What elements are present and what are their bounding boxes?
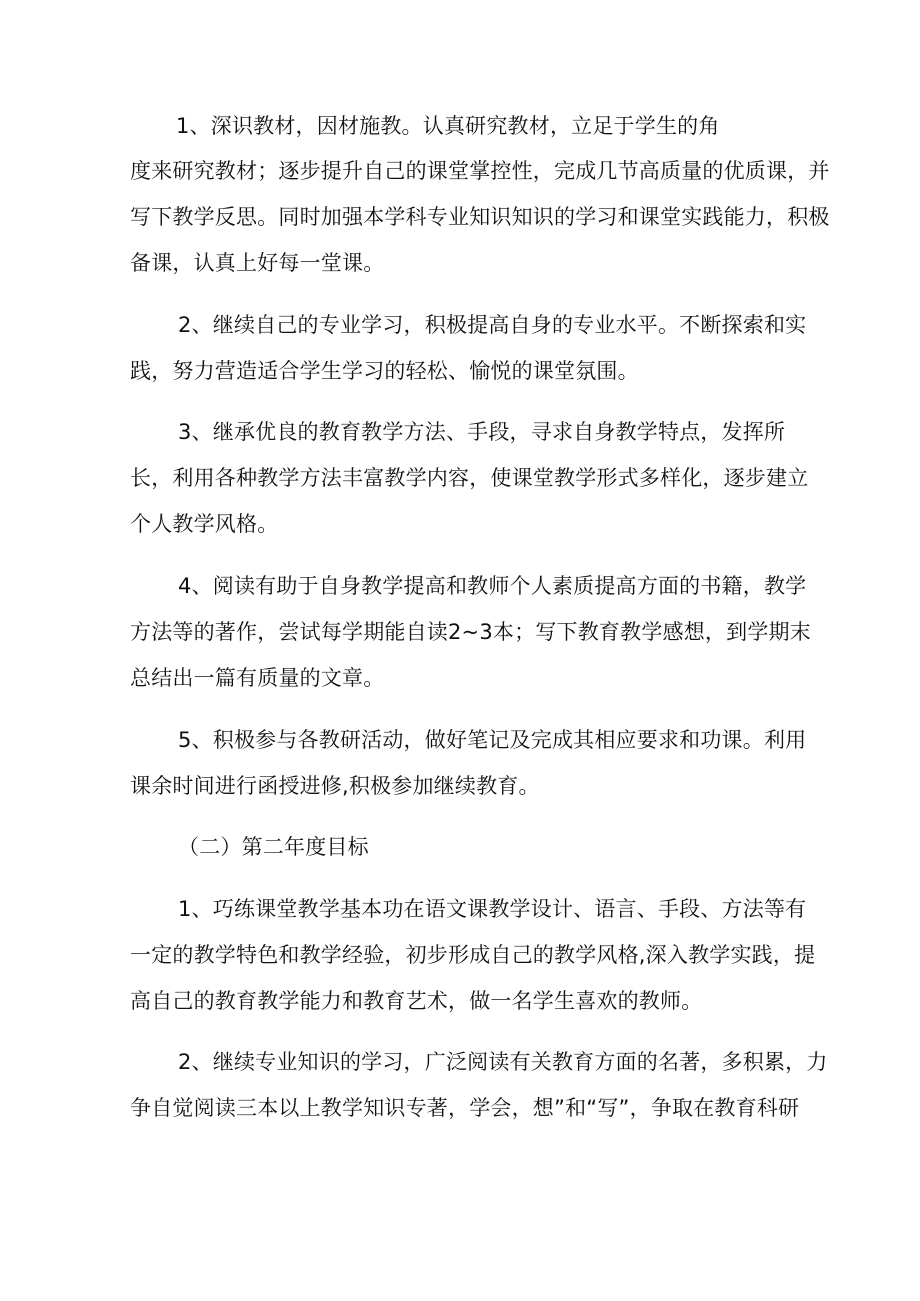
paragraph-4-line-2: 方法等的著作，尝试每学期能自读2~3本；写下教育教学感想，到学期末 [130, 620, 811, 644]
paragraph-6-line-1: 1、巧练课堂教学基本功在语文课教学设计、语言、手段、方法等有 [178, 897, 807, 921]
paragraph-6-line-3: 高自己的教育教学能力和教育艺术，做一名学生喜欢的教师。 [130, 989, 703, 1013]
paragraph-4-line-3: 总结出一篇有质量的文章。 [130, 666, 385, 690]
paragraph-1-line-1: 1、深识教材，因材施教。认真研究教材，立足于学生的角 [176, 114, 720, 138]
paragraph-5-line-1: 5、积极参与各教研活动，做好笔记及完成其相应要求和功课。利用 [178, 728, 807, 752]
paragraph-6-line-2: 一定的教学特色和教学经验，初步形成自己的教学风格,深入教学实践，提 [130, 943, 816, 967]
paragraph-3-line-3: 个人教学风格。 [130, 512, 279, 536]
paragraph-2-line-2: 践，努力营造适合学生学习的轻松、愉悦的课堂氛围。 [130, 359, 639, 383]
paragraph-5-line-2: 课余时间进行函授进修,积极参加继续教育。 [130, 774, 540, 798]
paragraph-7-line-2: 争自觉阅读三本以上教学知识专著，学会，想”和“写”，争取在教育科研 [130, 1096, 800, 1120]
paragraph-4-line-1: 4、阅读有助于自身教学提高和教师个人素质提高方面的书籍，教学 [178, 574, 807, 598]
paragraph-1-line-3: 写下教学反思。同时加强本学科专业知识知识的学习和课堂实践能力，积极 [130, 205, 830, 229]
paragraph-3-line-2: 长，利用各种教学方法丰富教学内容，使课堂教学形式多样化，逐步建立 [130, 466, 809, 490]
section-heading-second-year-goals: （二）第二年度目标 [178, 835, 369, 859]
paragraph-7-line-1: 2、继续专业知识的学习，广泛阅读有关教育方面的名著，多积累，力 [178, 1050, 828, 1074]
paragraph-3-line-1: 3、继承优良的教育教学方法、手段，寻求自身教学特点，发挥所 [178, 420, 786, 444]
paragraph-1-line-2: 度来研究教材；逐步提升自己的课堂掌控性，完成几节高质量的优质课，并 [130, 159, 830, 183]
paragraph-2-line-1: 2、继续自己的专业学习，积极提高自身的专业水平。不断探索和实 [178, 313, 807, 337]
paragraph-1-line-4: 备课，认真上好每一堂课。 [130, 251, 385, 275]
